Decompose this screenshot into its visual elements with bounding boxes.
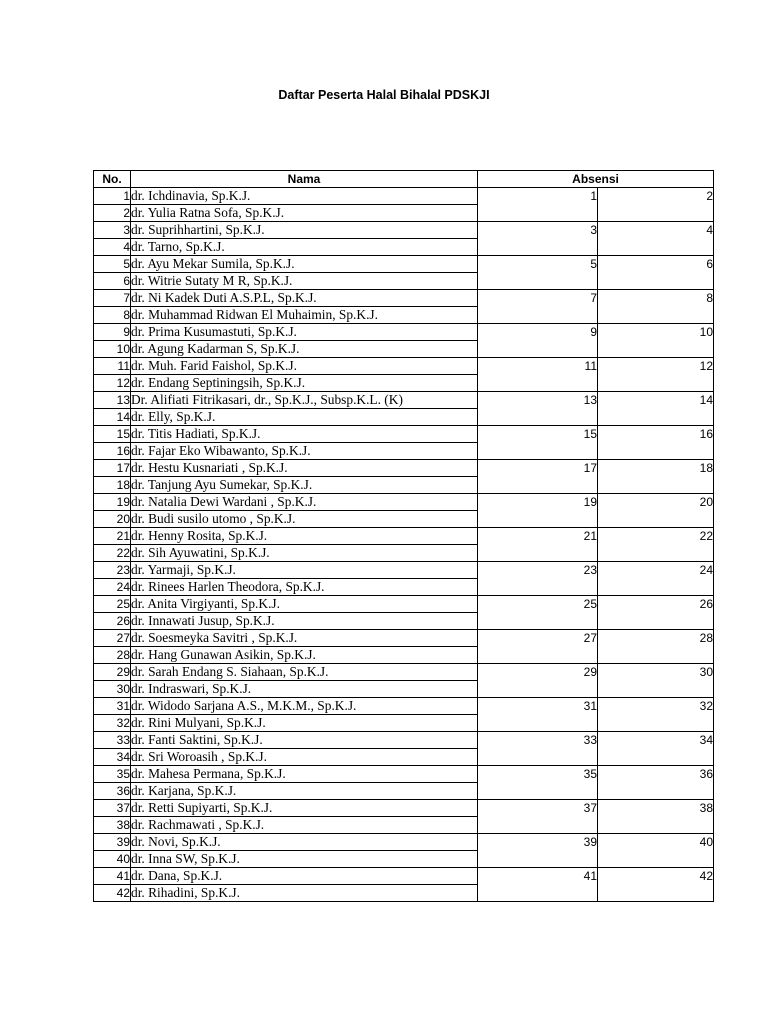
row-number: 37 bbox=[94, 800, 131, 817]
absensi-slot-right: 14 bbox=[598, 392, 714, 426]
table-row bbox=[94, 426, 714, 443]
absensi-slot-left: 39 bbox=[478, 834, 598, 868]
table-row bbox=[94, 834, 714, 851]
row-number: 4 bbox=[94, 239, 131, 256]
absensi-slot-left: 37 bbox=[478, 800, 598, 834]
participant-name: Dr. Alifiati Fitrikasari, dr., Sp.K.J., Subsp.K.L. (K) bbox=[131, 392, 478, 409]
row-number: 7 bbox=[94, 290, 131, 307]
absensi-slot-right: 34 bbox=[598, 732, 714, 766]
row-number: 35 bbox=[94, 766, 131, 783]
table-row bbox=[94, 664, 714, 681]
participant-name: dr. Agung Kadarman S, Sp.K.J. bbox=[131, 341, 478, 358]
absensi-slot-right: 42 bbox=[598, 868, 714, 902]
absensi-slot-left: 17 bbox=[478, 460, 598, 494]
absensi-slot-left: 9 bbox=[478, 324, 598, 358]
table-row bbox=[94, 392, 714, 409]
participant-name: dr. Prima Kusumastuti, Sp.K.J. bbox=[131, 324, 478, 341]
row-number: 29 bbox=[94, 664, 131, 681]
page-title: Daftar Peserta Halal Bihalal PDSKJI bbox=[278, 88, 490, 102]
row-number: 1 bbox=[94, 188, 131, 205]
participant-name: dr. Hestu Kusnariati , Sp.K.J. bbox=[131, 460, 478, 477]
participant-name: dr. Sri Woroasih , Sp.K.J. bbox=[131, 749, 478, 766]
participant-name: dr. Muh. Farid Faishol, Sp.K.J. bbox=[131, 358, 478, 375]
row-number: 32 bbox=[94, 715, 131, 732]
participant-name: dr. Fanti Saktini, Sp.K.J. bbox=[131, 732, 478, 749]
absensi-slot-left: 11 bbox=[478, 358, 598, 392]
row-number: 9 bbox=[94, 324, 131, 341]
header-no: No. bbox=[94, 171, 131, 188]
absensi-slot-left: 29 bbox=[478, 664, 598, 698]
absensi-slot-right: 20 bbox=[598, 494, 714, 528]
participant-name: dr. Muhammad Ridwan El Muhaimin, Sp.K.J. bbox=[131, 307, 478, 324]
participant-name: dr. Elly, Sp.K.J. bbox=[131, 409, 478, 426]
row-number: 40 bbox=[94, 851, 131, 868]
absensi-slot-left: 41 bbox=[478, 868, 598, 902]
row-number: 26 bbox=[94, 613, 131, 630]
row-number: 16 bbox=[94, 443, 131, 460]
participant-name: dr. Rihadini, Sp.K.J. bbox=[131, 885, 478, 902]
participant-name: dr. Tarno, Sp.K.J. bbox=[131, 239, 478, 256]
absensi-slot-right: 2 bbox=[598, 188, 714, 222]
absensi-slot-right: 36 bbox=[598, 766, 714, 800]
participant-name: dr. Tanjung Ayu Sumekar, Sp.K.J. bbox=[131, 477, 478, 494]
row-number: 25 bbox=[94, 596, 131, 613]
row-number: 33 bbox=[94, 732, 131, 749]
absensi-slot-left: 7 bbox=[478, 290, 598, 324]
participant-name: dr. Widodo Sarjana A.S., M.K.M., Sp.K.J. bbox=[131, 698, 478, 715]
table-row bbox=[94, 766, 714, 783]
row-number: 10 bbox=[94, 341, 131, 358]
participant-name: dr. Yarmaji, Sp.K.J. bbox=[131, 562, 478, 579]
participant-name: dr. Novi, Sp.K.J. bbox=[131, 834, 478, 851]
table-row bbox=[94, 596, 714, 613]
absensi-slot-left: 27 bbox=[478, 630, 598, 664]
absensi-slot-left: 23 bbox=[478, 562, 598, 596]
absensi-slot-left: 19 bbox=[478, 494, 598, 528]
table-row bbox=[94, 528, 714, 545]
participant-name: dr. Mahesa Permana, Sp.K.J. bbox=[131, 766, 478, 783]
participant-name: dr. Endang Septiningsih, Sp.K.J. bbox=[131, 375, 478, 392]
absensi-slot-right: 32 bbox=[598, 698, 714, 732]
table-row bbox=[94, 698, 714, 715]
row-number: 22 bbox=[94, 545, 131, 562]
table-row bbox=[94, 188, 714, 205]
participant-name: dr. Rachmawati , Sp.K.J. bbox=[131, 817, 478, 834]
table-row bbox=[94, 494, 714, 511]
table-row bbox=[94, 324, 714, 341]
participant-name: dr. Retti Supiyarti, Sp.K.J. bbox=[131, 800, 478, 817]
attendance-table bbox=[93, 170, 714, 902]
absensi-slot-right: 38 bbox=[598, 800, 714, 834]
participant-name: dr. Karjana, Sp.K.J. bbox=[131, 783, 478, 800]
row-number: 2 bbox=[94, 205, 131, 222]
table-row bbox=[94, 562, 714, 579]
absensi-slot-right: 26 bbox=[598, 596, 714, 630]
participant-name: dr. Soesmeyka Savitri , Sp.K.J. bbox=[131, 630, 478, 647]
row-number: 30 bbox=[94, 681, 131, 698]
participant-name: dr. Inna SW, Sp.K.J. bbox=[131, 851, 478, 868]
participant-name: dr. Suprihhartini, Sp.K.J. bbox=[131, 222, 478, 239]
row-number: 18 bbox=[94, 477, 131, 494]
table-row bbox=[94, 256, 714, 273]
table-row bbox=[94, 732, 714, 749]
row-number: 36 bbox=[94, 783, 131, 800]
participant-name: dr. Ichdinavia, Sp.K.J. bbox=[131, 188, 478, 205]
table-row bbox=[94, 222, 714, 239]
participant-name: dr. Ni Kadek Duti A.S.P.L, Sp.K.J. bbox=[131, 290, 478, 307]
row-number: 17 bbox=[94, 460, 131, 477]
absensi-slot-right: 10 bbox=[598, 324, 714, 358]
participant-name: dr. Sih Ayuwatini, Sp.K.J. bbox=[131, 545, 478, 562]
participant-name: dr. Titis Hadiati, Sp.K.J. bbox=[131, 426, 478, 443]
participant-name: dr. Rini Mulyani, Sp.K.J. bbox=[131, 715, 478, 732]
participant-name: dr. Sarah Endang S. Siahaan, Sp.K.J. bbox=[131, 664, 478, 681]
absensi-slot-left: 3 bbox=[478, 222, 598, 256]
row-number: 14 bbox=[94, 409, 131, 426]
absensi-slot-right: 28 bbox=[598, 630, 714, 664]
table-row bbox=[94, 290, 714, 307]
row-number: 19 bbox=[94, 494, 131, 511]
row-number: 28 bbox=[94, 647, 131, 664]
participant-name: dr. Witrie Sutaty M R, Sp.K.J. bbox=[131, 273, 478, 290]
absensi-slot-left: 21 bbox=[478, 528, 598, 562]
row-number: 13 bbox=[94, 392, 131, 409]
row-number: 38 bbox=[94, 817, 131, 834]
table-row bbox=[94, 868, 714, 885]
header-nama: Nama bbox=[131, 171, 478, 188]
row-number: 6 bbox=[94, 273, 131, 290]
row-number: 12 bbox=[94, 375, 131, 392]
absensi-slot-left: 15 bbox=[478, 426, 598, 460]
table-header-row bbox=[94, 171, 714, 188]
absensi-slot-right: 6 bbox=[598, 256, 714, 290]
participant-name: dr. Yulia Ratna Sofa, Sp.K.J. bbox=[131, 205, 478, 222]
absensi-slot-left: 5 bbox=[478, 256, 598, 290]
table-row bbox=[94, 460, 714, 477]
header-absensi: Absensi bbox=[478, 171, 714, 188]
row-number: 3 bbox=[94, 222, 131, 239]
absensi-slot-right: 4 bbox=[598, 222, 714, 256]
row-number: 15 bbox=[94, 426, 131, 443]
row-number: 11 bbox=[94, 358, 131, 375]
row-number: 31 bbox=[94, 698, 131, 715]
row-number: 27 bbox=[94, 630, 131, 647]
participant-name: dr. Ayu Mekar Sumila, Sp.K.J. bbox=[131, 256, 478, 273]
row-number: 5 bbox=[94, 256, 131, 273]
row-number: 41 bbox=[94, 868, 131, 885]
absensi-slot-right: 8 bbox=[598, 290, 714, 324]
table-row bbox=[94, 630, 714, 647]
absensi-slot-right: 40 bbox=[598, 834, 714, 868]
row-number: 34 bbox=[94, 749, 131, 766]
row-number: 8 bbox=[94, 307, 131, 324]
participant-name: dr. Innawati Jusup, Sp.K.J. bbox=[131, 613, 478, 630]
absensi-slot-right: 22 bbox=[598, 528, 714, 562]
table-row bbox=[94, 358, 714, 375]
participant-name: dr. Anita Virgiyanti, Sp.K.J. bbox=[131, 596, 478, 613]
absensi-slot-right: 12 bbox=[598, 358, 714, 392]
row-number: 42 bbox=[94, 885, 131, 902]
participant-name: dr. Fajar Eko Wibawanto, Sp.K.J. bbox=[131, 443, 478, 460]
participant-name: dr. Dana, Sp.K.J. bbox=[131, 868, 478, 885]
row-number: 23 bbox=[94, 562, 131, 579]
absensi-slot-left: 35 bbox=[478, 766, 598, 800]
absensi-slot-left: 13 bbox=[478, 392, 598, 426]
row-number: 20 bbox=[94, 511, 131, 528]
row-number: 21 bbox=[94, 528, 131, 545]
table-row bbox=[94, 800, 714, 817]
row-number: 39 bbox=[94, 834, 131, 851]
absensi-slot-right: 30 bbox=[598, 664, 714, 698]
participant-name: dr. Hang Gunawan Asikin, Sp.K.J. bbox=[131, 647, 478, 664]
absensi-slot-right: 18 bbox=[598, 460, 714, 494]
participant-name: dr. Henny Rosita, Sp.K.J. bbox=[131, 528, 478, 545]
participant-name: dr. Budi susilo utomo , Sp.K.J. bbox=[131, 511, 478, 528]
participant-name: dr. Rinees Harlen Theodora, Sp.K.J. bbox=[131, 579, 478, 596]
absensi-slot-left: 25 bbox=[478, 596, 598, 630]
row-number: 24 bbox=[94, 579, 131, 596]
absensi-slot-left: 31 bbox=[478, 698, 598, 732]
absensi-slot-right: 16 bbox=[598, 426, 714, 460]
absensi-slot-right: 24 bbox=[598, 562, 714, 596]
absensi-slot-left: 33 bbox=[478, 732, 598, 766]
participant-name: dr. Indraswari, Sp.K.J. bbox=[131, 681, 478, 698]
table-body bbox=[94, 188, 714, 902]
absensi-slot-left: 1 bbox=[478, 188, 598, 222]
participant-name: dr. Natalia Dewi Wardani , Sp.K.J. bbox=[131, 494, 478, 511]
